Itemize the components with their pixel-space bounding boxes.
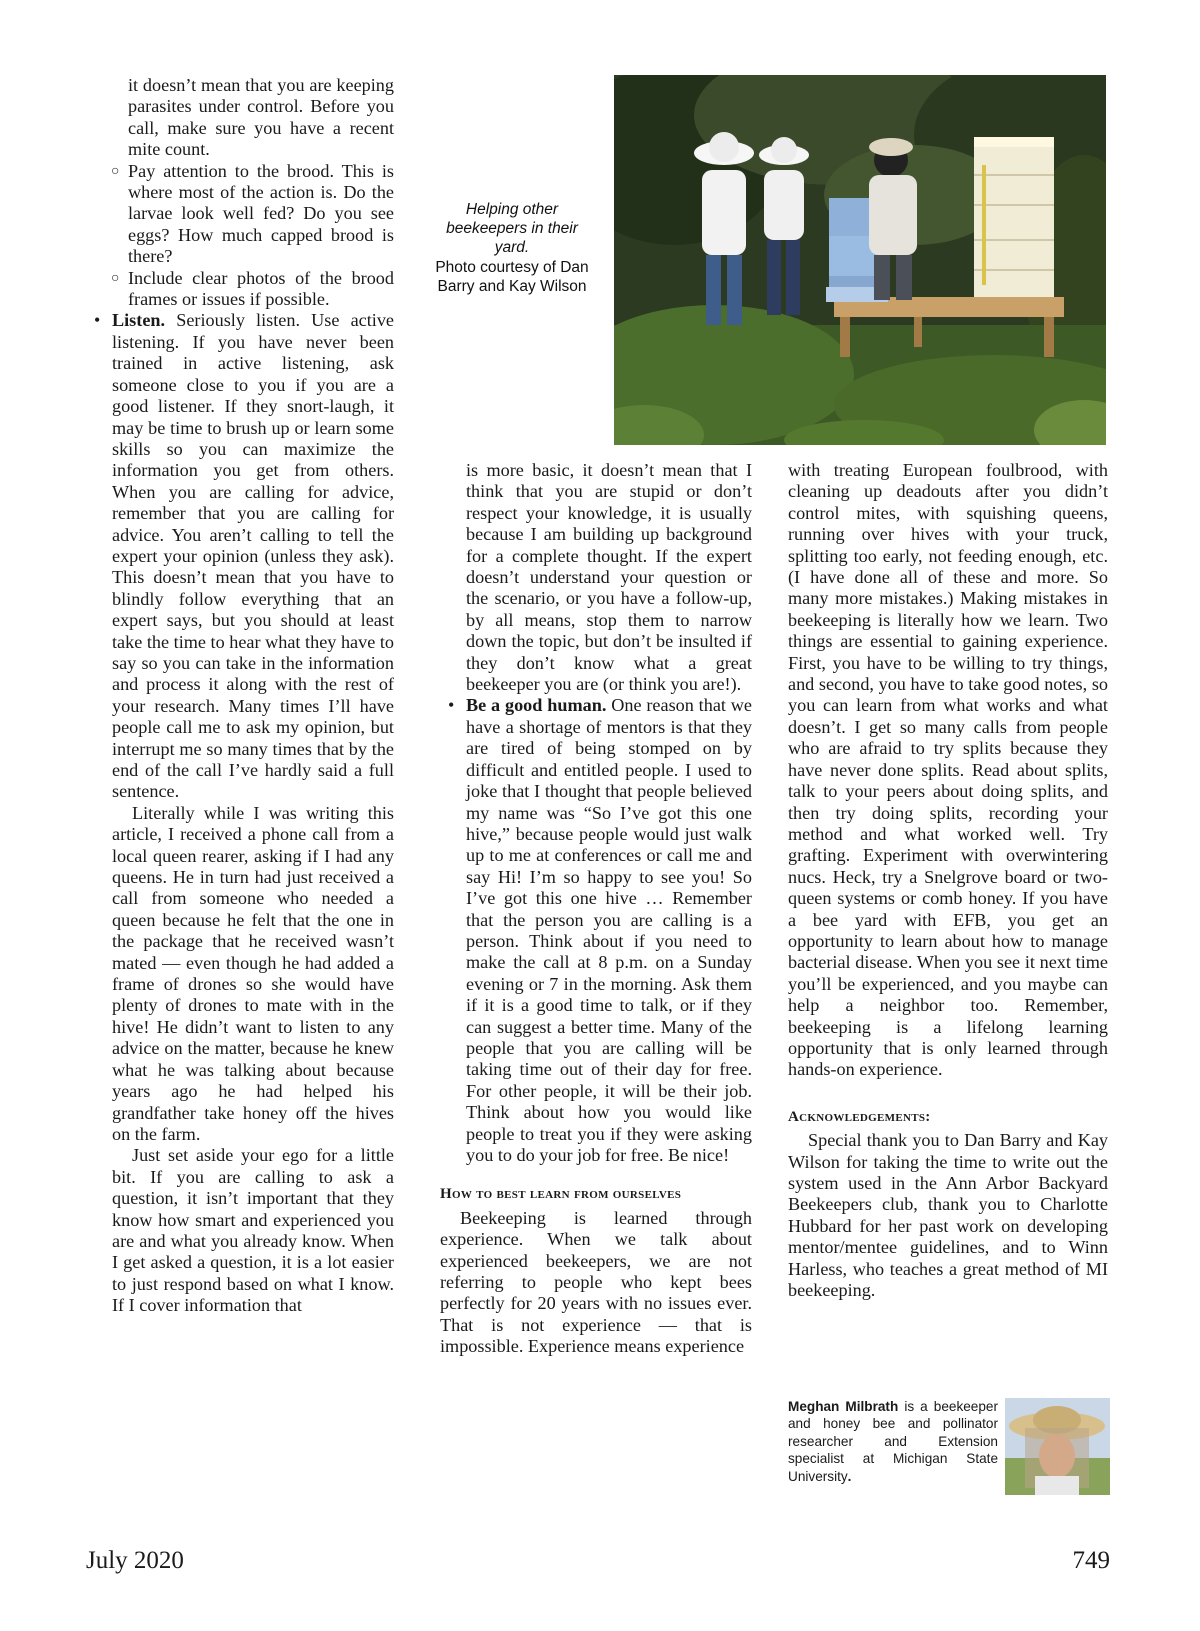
paragraph: Just set aside your ego for a little bit. If you are calling to ask a question, it isn’t important that they know how smart and experienced you are and what you already know. When I get asked a question, it is a lot easier to just respond based on what I know. If I cover information that — [112, 1145, 394, 1316]
issue-date: July 2020 — [86, 1547, 184, 1574]
listen-bullet — [86, 310, 394, 802]
author-bio — [788, 1398, 998, 1485]
listen-lead: Listen. — [112, 310, 166, 331]
human-bullet — [440, 695, 752, 1166]
caption-title: Helping other beekeepers in their yard. — [446, 201, 578, 257]
continuation-text: is more basic, it doesn’t mean that I think that you are stupid or don’t respect your knowledge, it is usually because I am building up background for a complete thought. If the expert doesn’t understand your question or the scenario, or you have a follow-up, by all means, stop them to narrow down the topic, but don’t be insulted if they don’t know what a great beekeeper you are (or think you are!). — [466, 460, 752, 695]
sub-list — [86, 161, 394, 311]
circle-bullet-icon: ○ — [111, 163, 120, 179]
page-number: 749 — [1072, 1547, 1110, 1574]
human-body: One reason that we have a shortage of mentors is that they are tired of being stomped on by difficult and entitled people. I used to joke that I thought that people believed my name was “So I’ve got this one hive,” because people would just walk up to me at conferences or call me and say Hi! I’m so happy to see you! So I’ve got this one hive … Remember that the person you are calling is a person. Think about if you need to make the call at 8 p.m. on a Sunday evening or 7 in the morning. Ask them if it is a good time to talk, or if they can suggest a better time. Many of the people that you are calling will be taking time out of their day for free. For other people, it will be their job. Think about how you would like people to treat you if they were asking you to do your job for free. Be nice! — [466, 695, 752, 1165]
human-lead: Be a good human. — [466, 695, 607, 716]
column-right — [788, 460, 1108, 1301]
paragraph: Literally while I was writing this article, I received a phone call from a local queen rearer, asking if I had any queens. He in turn had just received a call from someone who needed a queen because he felt that the one in the package that he received wasn’t mated — even though he had added a frame of drones so she would have plenty of drones to mate with in the hive! He didn’t want to listen to any advice on the matter, because he knew what he was talking about because years ago he had helped his grandfather take honey off the hives on the farm. — [112, 802, 394, 1144]
continuation-text: with treating European foulbrood, with cleaning up deadouts after you didn’t control mites, with squishing queens, running over hives with your truck, splitting too early, not feeding enough, etc. (I have done all of these and more. So many more mistakes.) Making mistakes in beekeeping is literally how we learn. Two things are essential to gaining experience. First, you have to be willing to try things, and second, you have to take good notes, so you can learn from what works and what doesn’t. I get so many calls from people who are afraid to try splits because they have never done splits. Read about splits, talk to your peers about doing splits, and then try doing splits, recording your method and what worked well. Try grafting. Experiment with overwintering nucs. Heck, try a Snelgrove board or two-queen systems or comb honey. If you have a bee yard with EFB, you get an opportunity to learn about how to manage bacterial disease. When you see it next time you’ll be experienced, and you maybe can help a neighbor too. Remember, beekeeping is a lifelong learning opportunity that is only learned through hands-on experience. — [788, 460, 1108, 1080]
listen-body: Seriously listen. Use active listening. If you have never been trained in active listening, ask someone close to you if you are a good listener. If they snort-laugh, it may be time to brush up or learn some skills so you can maximize the information you get from others. When you are calling for advice, remember that you are calling for advice. You aren’t calling to tell the expert your opinion (unless they ask). This doesn’t mean that you have to blindly follow everything that an expert says, but you should at least take the time to hear what they have to say so you can take in the information and process it along with the rest of your research. Many times I’ll have people call me to ask my opinion, but interrupt me so many times that by the end of the call I’ve hardly said a full sentence. — [112, 310, 394, 802]
photo-caption — [432, 200, 592, 296]
beekeepers-photo — [614, 75, 1106, 445]
author-portrait — [1005, 1398, 1110, 1495]
author-bio-end: . — [847, 1468, 852, 1484]
column-left — [86, 75, 394, 1317]
column-middle — [440, 460, 752, 1358]
caption-credit: Photo courtesy of Dan Barry and Kay Wilson — [435, 258, 589, 295]
paragraph: Beekeeping is learned through experience. When we talk about experienced beekeepers, we are not referring to people who kept bees perfectly for 20 years with no issues ever. That is not experience — that is impossible. Experience means experience — [440, 1207, 752, 1357]
acknowledgements-heading: Acknowledgements: — [788, 1108, 931, 1125]
author-description: is a beekeeper and honey bee and pollinator researcher and Extension specialist at Michigan State University — [788, 1399, 999, 1484]
bullet-icon: • — [94, 310, 101, 331]
continuation-text: it doesn’t mean that you are keeping parasites under control. Before you call, make sure you have a recent mite count. — [128, 75, 394, 160]
circle-bullet-icon: ○ — [111, 270, 120, 286]
list-item: ○ Pay attention to the brood. This is where most of the action is. Do the larvae look well fed? Do you see eggs? How much capped brood is there? — [111, 160, 394, 267]
acknowledgements-text: Special thank you to Dan Barry and Kay Wilson for taking the time to write out the system used in the Ann Arbor Backyard Beekeepers club, thank you to Charlotte Hubbard for her past work on developing mentor/mentee guidelines, and to Winn Harless, who teaches a great method of MI beekeeping. — [788, 1130, 1108, 1301]
author-name: Meghan Milbrath — [788, 1399, 899, 1414]
bullet-icon: • — [448, 695, 455, 716]
section-heading: How to best learn from ourselves — [440, 1186, 682, 1203]
list-item: ○ Include clear photos of the brood frames or issues if possible. — [111, 267, 394, 310]
